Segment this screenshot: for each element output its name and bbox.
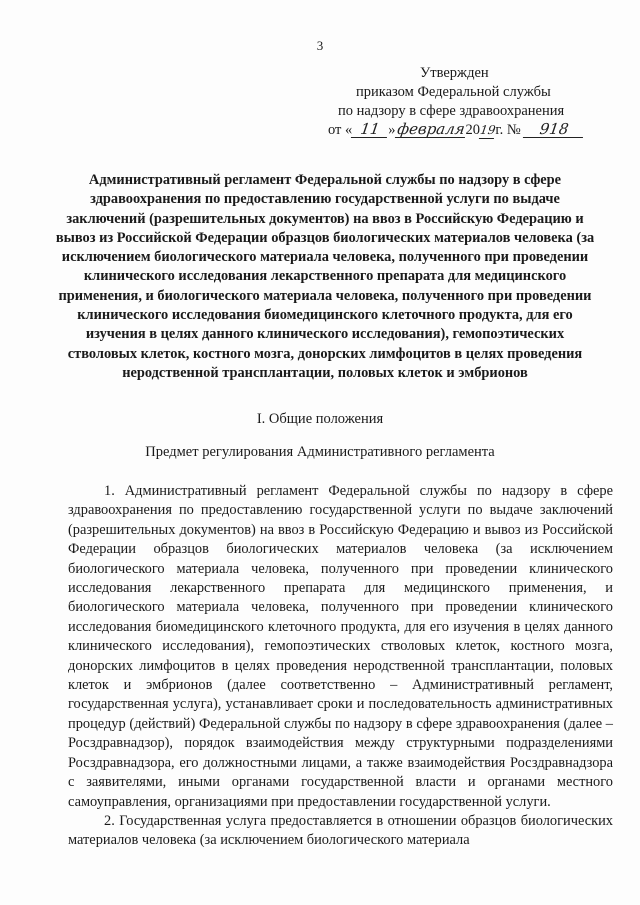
paragraph-2: 2. Государственная услуга предоставляется в отношении образцов биологических материалов человека (за исключением биологического материала (68, 812, 613, 849)
handwritten-year: 19 (479, 123, 497, 137)
approval-line-service: по надзору в сфере здравоохранения (338, 103, 565, 119)
year-prefix: 20 (465, 122, 481, 138)
year-number-label: г. № (495, 122, 521, 138)
document-title: Административный регламент Федеральной службы по надзору в сфере здравоохранения по предоставлению государственной услуги по выдаче заключений (разрешительных документов) на ввоз в Российскую Федерацию и вывоз из Российской Федерации образцов биологических материалов человека (за исключением биологического материала человека, полученного при проведении клинического исследования лекарственного препарата для медицинского применения, и биологического материала человека, полученного при проведении клинического исследования биомедицинского клеточного продукта, для его изучения в целях данного клинического исследования), гемопоэтических стволовых клеток, костного мозга, донорских лимфоцитов в целях проведения неродственной трансплантации, половых клеток и эмбрионов (55, 172, 595, 381)
paragraph-1: 1. Административный регламент Федеральной службы по надзору в сфере здравоохранения по предоставлению государственной услуги по выдаче заключений (разрешительных документов) на ввоз в Российскую Федерацию и вывоз из Российской Федерации образцов биологических материалов человека (за исключением биологического материала человека, полученного при проведении клинического исследования лекарственного препарата для медицинского применения, и биологического материала человека, полученного при проведении клинического исследования биомедицинского клеточного продукта, для его изучения в целях данного клинического исследования), гемопоэтических стволовых клеток, костного мозга, донорских лимфоцитов в целях проведения неродственной трансплантации, половых клеток и эмбрионов (далее соответственно – Административный регламент, государственная услуга), устанавливает сроки и последовательность административных процедур (действий) Федеральной службы по надзору в сфере здравоохранения (далее – Росздравнадзор), порядок взаимодействия между структурными подразделениями Росздравнадзора, его должностными лицами, а также взаимодействия Росздравнадзора с заявителями, иными органами государственной власти и органами местного самоуправления, организациями при предоставлении государственной услуги. (68, 483, 613, 810)
body-text (68, 482, 613, 851)
handwritten-order-number: 918 (523, 122, 585, 138)
page-number: 3 (316, 38, 324, 53)
handwritten-month: февраля (395, 120, 466, 138)
approval-stamp (318, 64, 618, 140)
date-prefix: от « (328, 122, 353, 138)
approval-line-date (318, 121, 618, 140)
approval-line-order: приказом Федеральной службы (356, 84, 551, 100)
date-quote-close: » (388, 122, 396, 138)
approval-line-approved: Утвержден (420, 65, 489, 81)
section-heading: I. Общие положения (256, 411, 384, 427)
subsection-heading: Предмет регулирования Административного регламента (145, 444, 495, 460)
handwritten-day: 11 (351, 122, 389, 138)
